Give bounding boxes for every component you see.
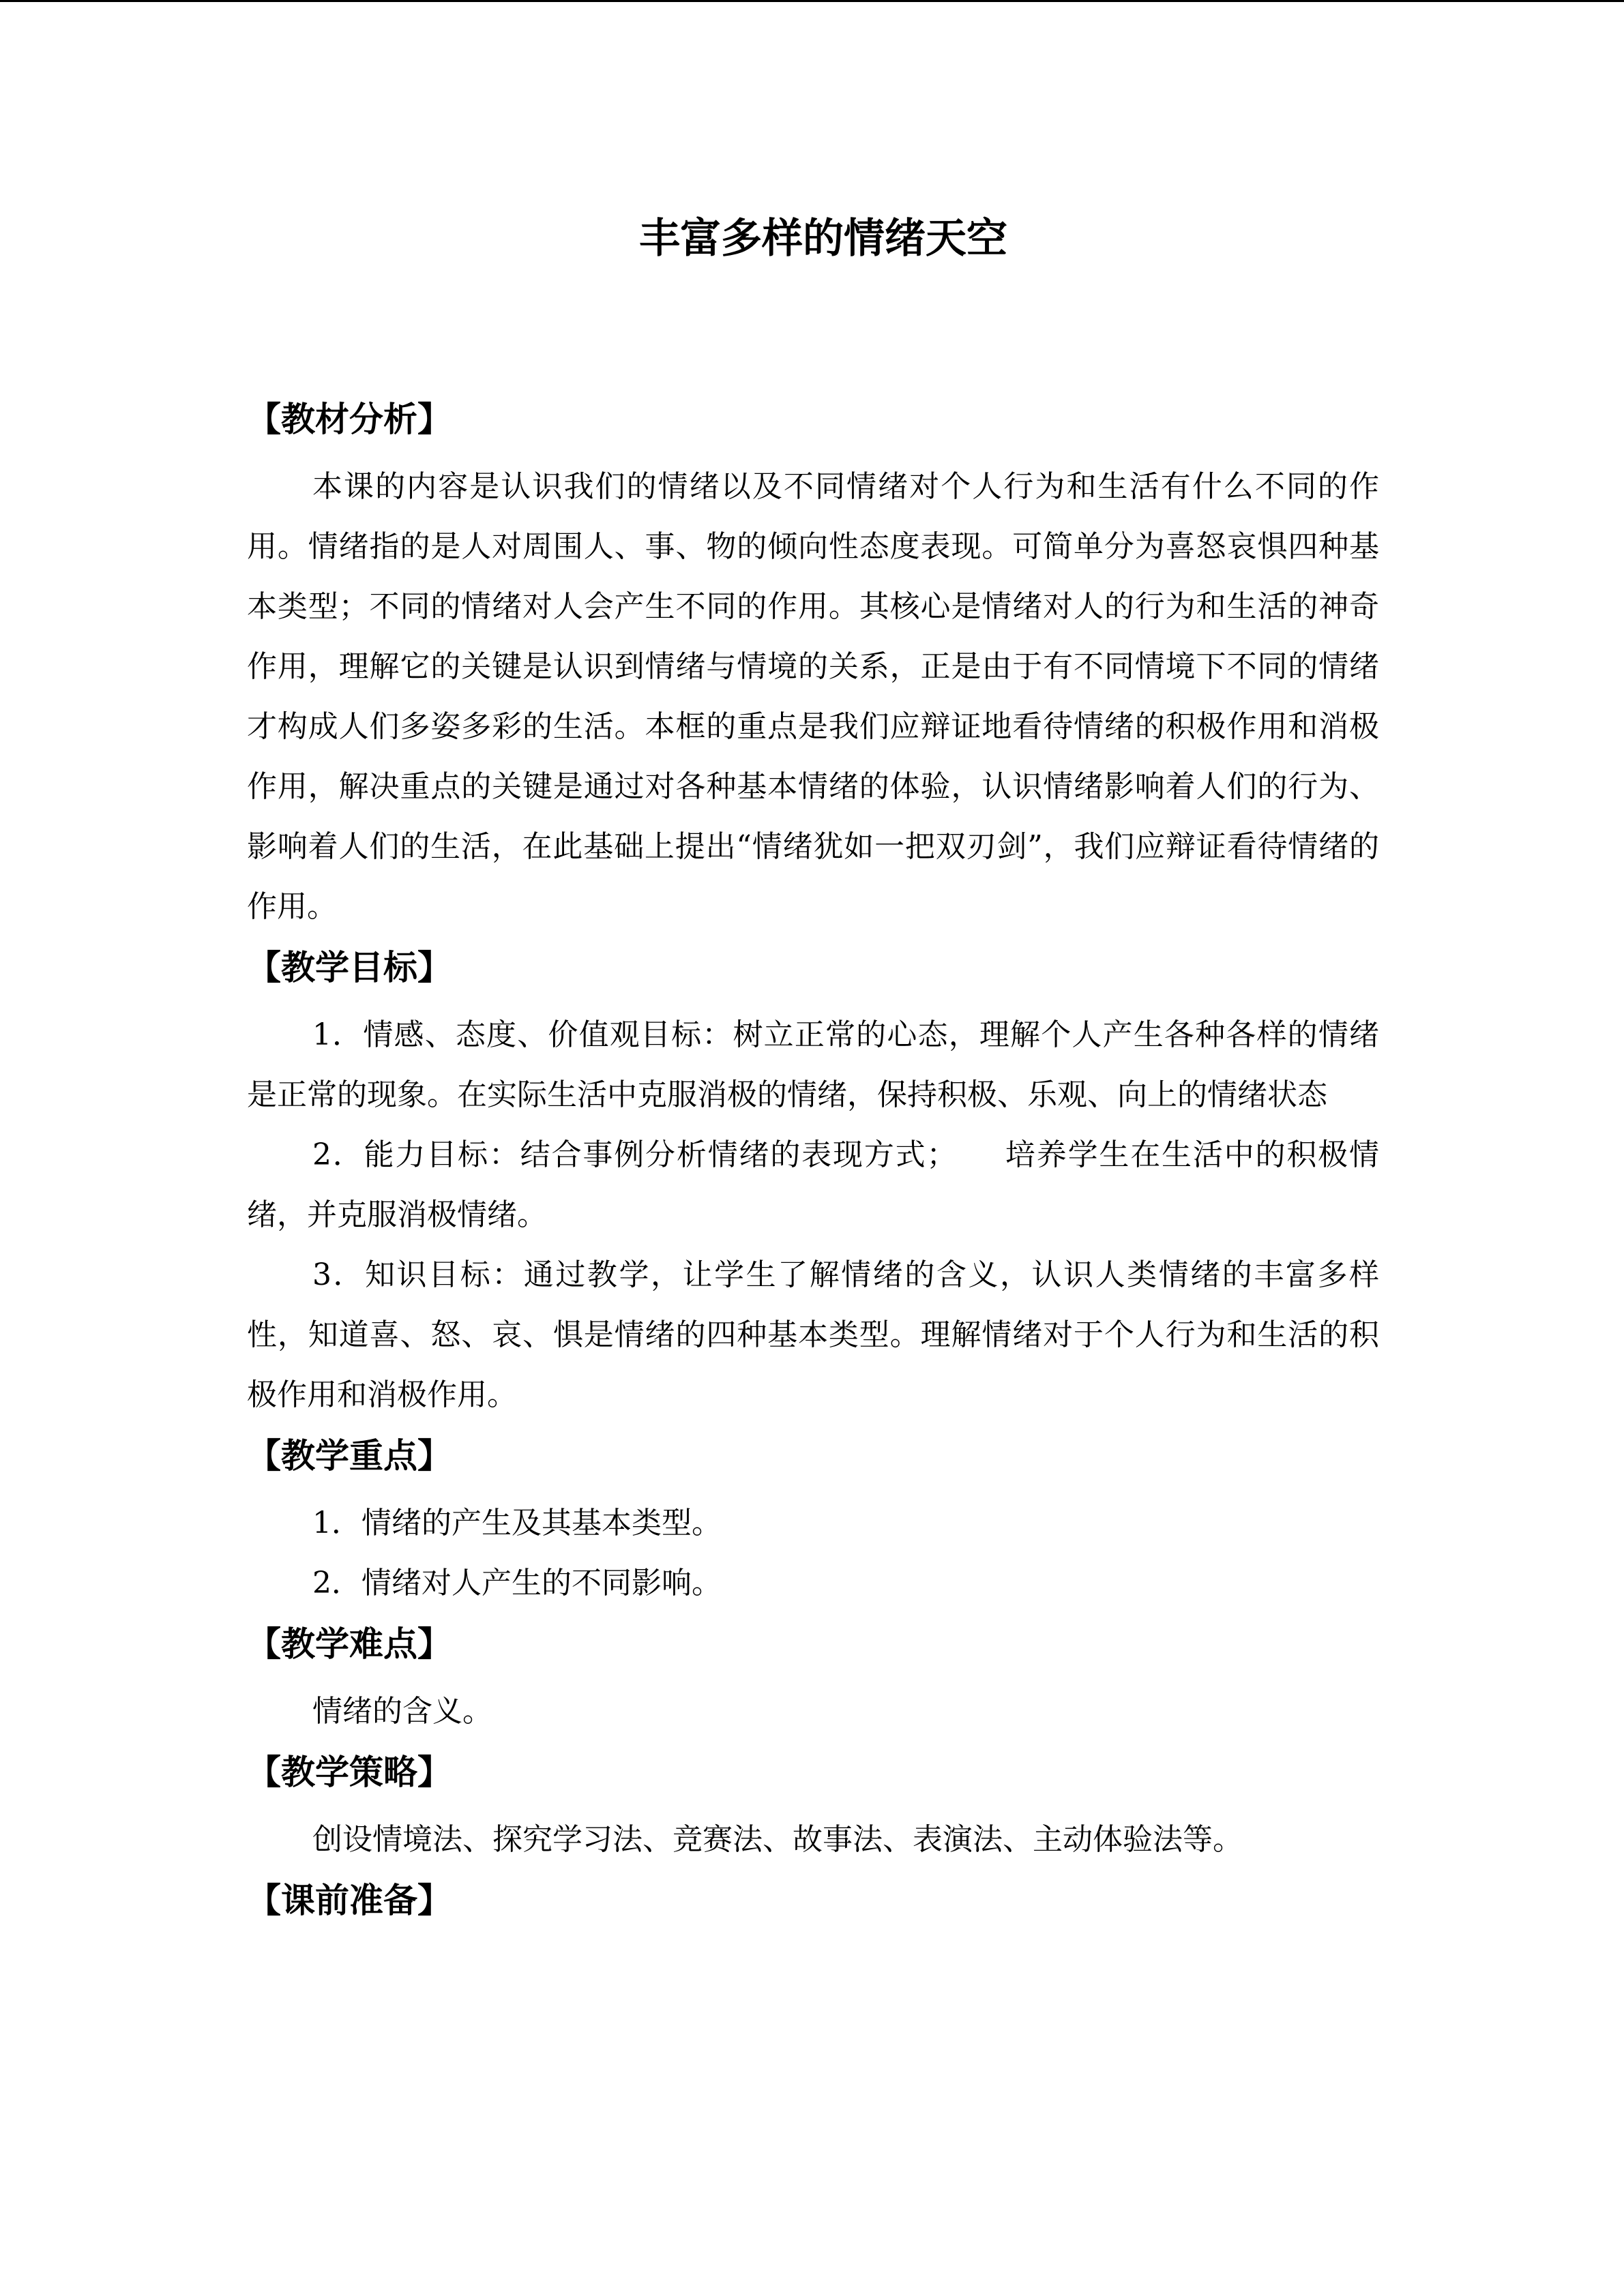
section-heading: 【教材分析】: [247, 400, 452, 439]
paragraph: 创设情境法、探究学习法、竞赛法、故事法、表演法、主动体验法等。: [312, 1822, 1243, 1857]
paragraph: 3．知识目标：通过教学，让学生了解情绪的含义，认识人类情绪的丰富多样性，知道喜、怒、哀、惧是情绪的四种基本类型。理解情绪对于个人行为和生活的积极作用和消极作用。: [247, 1257, 1379, 1412]
section-heading: 【课前准备】: [247, 1881, 452, 1920]
section-pre-class-preparation: [247, 1870, 1379, 1931]
section-heading: 【教学重点】: [247, 1436, 452, 1476]
paragraph: 1．情感、态度、价值观目标：树立正常的心态，理解个人产生各种各样的情绪是正常的现象。在实际生活中克服消极的情绪，保持积极、乐观、向上的情绪状态: [247, 1017, 1379, 1112]
paragraph: 本课的内容是认识我们的情绪以及不同情绪对个人行为和生活有什么不同的作用。情绪指的是人对周围人、事、物的倾向性态度表现。可简单分为喜怒哀惧四种基本类型；不同的情绪对人会产生不同的作用。其核心是情绪对人的行为和生活的神奇作用，理解它的关键是认识到情绪与情境的关系，正是由于有不同情境下不同的情绪才构成人们多姿多彩的生活。本框的重点是我们应辩证地看待情绪的积极作用和消极作用，解决重点的关键是通过对各种基本情绪的体验，认识情绪影响着人们的行为、影响着人们的生活，在此基础上提出“情绪犹如一把双刃剑”，我们应辩证看待情绪的作用。: [247, 469, 1379, 924]
section-heading: 【教学策略】: [247, 1753, 452, 1792]
document-title: 丰富多样的情绪天空: [639, 215, 1007, 263]
section-teaching-focus: [247, 1425, 1379, 1613]
section-teaching-strategy: [247, 1742, 1379, 1870]
section-teaching-difficulty: [247, 1613, 1379, 1742]
document-page: [247, 211, 1379, 1938]
paragraph: 1．情绪的产生及其基本类型。: [312, 1506, 722, 1540]
paragraph: 情绪的含义。: [312, 1694, 492, 1729]
paragraph: 2．能力目标：结合事例分析情绪的表现方式； 培养学生在生活中的积极情绪，并克服消极情绪。: [247, 1137, 1379, 1232]
section-textbook-analysis: [247, 389, 1379, 937]
top-border-line: [0, 0, 1624, 2]
paragraph: 2．情绪对人产生的不同影响。: [312, 1566, 722, 1600]
section-heading: 【教学难点】: [247, 1624, 452, 1664]
section-heading: 【教学目标】: [247, 948, 452, 987]
section-teaching-goals: [247, 937, 1379, 1425]
